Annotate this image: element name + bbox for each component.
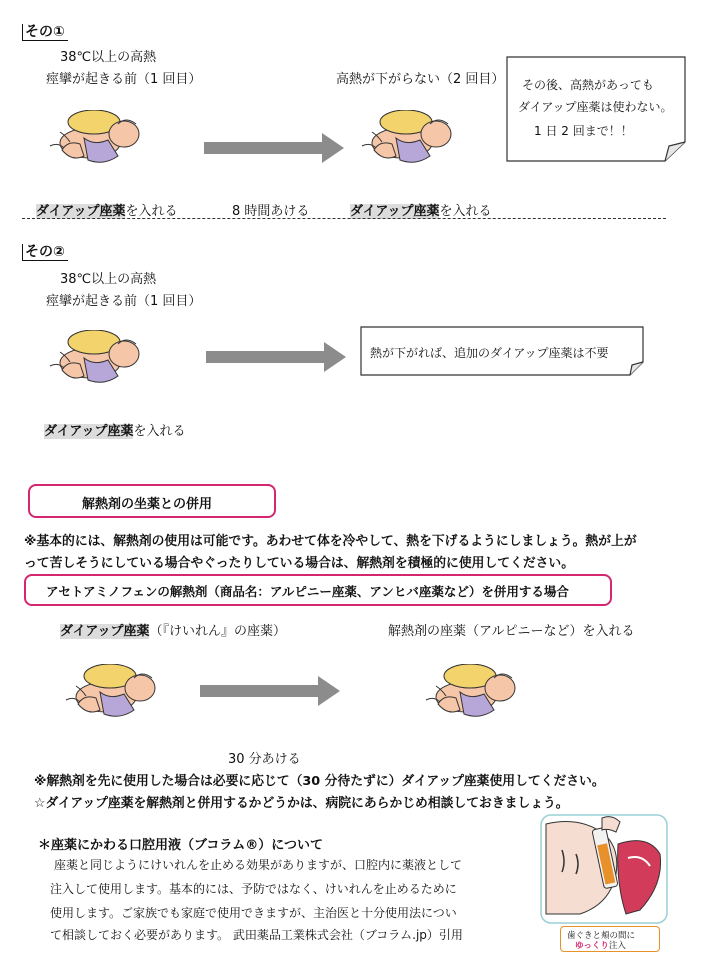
- drug-name: ダイアップ座薬: [60, 624, 150, 639]
- right-arrow-icon: [200, 676, 342, 706]
- figure-caption-line2: [575, 939, 626, 951]
- oral-heading: ＊座薬にかわる口腔用液（ブコラム®）について: [38, 838, 323, 853]
- right-arrow-icon: [206, 342, 348, 372]
- combo-heading: 解熱剤の坐薬との併用: [82, 497, 213, 512]
- figure-caption-box: [560, 926, 660, 952]
- insert-suffix: を入れる: [125, 204, 178, 219]
- oral-line3: 使用します。ご家族でも家庭で使用できますが、主治医と十分使用法につい: [50, 906, 457, 920]
- section1-second-caption: 高熱が下がらない（2 回目）: [336, 72, 505, 87]
- drug-name: ダイアップ座薬: [44, 424, 134, 439]
- right-arrow-icon: [204, 133, 346, 163]
- figure-caption-rest: 注入: [608, 941, 626, 951]
- section1-insert2: [350, 200, 491, 219]
- section-divider: [22, 218, 666, 219]
- first-suffix: （『けいれん』の座薬）: [149, 624, 286, 639]
- oral-line2: 注入して使用します。基本的には、予防ではなく、けいれんを止めるために: [50, 882, 457, 896]
- combo-paragraph-line1: ※基本的には、解熱剤の使用は可能です。あわせて体を冷やして、熱を下げるようにしましょう。熱が上が: [24, 534, 637, 549]
- figure-caption-emphasis: ゆっくり: [575, 941, 609, 951]
- section1-condition-before-seizure: 痙攣が起きる前（1 回目）: [46, 72, 202, 87]
- section1-interval: 8 時間あける: [232, 204, 310, 219]
- figure-caption-line1: 歯ぐきと頬の間に: [567, 931, 636, 941]
- combo-paragraph-line2: って苦しそうにしている場合やぐったりしている場合は、解熱剤を積極的に使用してください。: [24, 556, 575, 571]
- section1-insert1: [36, 200, 177, 219]
- combo-subheading: アセトアミノフェンの解熱剤（商品名：アルピニー座薬、アンヒバ座薬など）を併用する場合: [46, 584, 569, 599]
- drug-name: ダイアップ座薬: [350, 204, 440, 219]
- baby-illustration: [354, 110, 464, 170]
- combo-first-caption: [60, 620, 286, 639]
- baby-illustration: [42, 330, 152, 390]
- section1-note-box: [506, 56, 686, 162]
- baby-illustration: [58, 664, 168, 724]
- combo-warning2: ☆ダイアップ座薬を解熱剤と併用するかどうかは、病院にあらかじめ相談しておきましょう。: [34, 796, 569, 811]
- note-line: 1 日 2 回まで！！: [534, 124, 633, 138]
- baby-illustration: [418, 664, 528, 724]
- oral-line4: て相談しておく必要があります。 武田薬品工業株式会社（ブコラム.jp）引用: [50, 928, 463, 942]
- section2-label: その②: [22, 244, 68, 261]
- section2-condition-before-seizure: 痙攣が起きる前（1 回目）: [46, 294, 202, 309]
- oral-administration-figure: [540, 814, 668, 954]
- drug-name: ダイアップ座薬: [36, 204, 126, 219]
- combo-interval: 30 分あける: [228, 752, 301, 767]
- note-line: 熱が下がれば、追加のダイアップ座薬は不要: [370, 346, 609, 360]
- section2-insert: [44, 420, 185, 439]
- section1-label: その①: [22, 24, 68, 41]
- section2-condition-fever: 38℃以上の高熱: [60, 272, 157, 287]
- section2-note-box: [360, 326, 644, 376]
- combo-warning1: ※解熱剤を先に使用した場合は必要に応じて（30 分待たずに）ダイアップ座薬使用してください。: [34, 774, 605, 789]
- baby-illustration: [42, 110, 152, 170]
- insert-suffix: を入れる: [133, 424, 186, 439]
- section1-condition-fever: 38℃以上の高熱: [60, 50, 157, 65]
- combo-second-caption: 解熱剤の座薬（アルピニーなど）を入れる: [388, 624, 635, 639]
- note-line: ダイアップ座薬は使わない。: [518, 100, 673, 114]
- insert-suffix: を入れる: [439, 204, 492, 219]
- note-line: その後、高熱があっても: [522, 78, 654, 92]
- oral-line1: 座薬と同じようにけいれんを止める効果がありますが、口腔内に薬液として: [54, 858, 463, 872]
